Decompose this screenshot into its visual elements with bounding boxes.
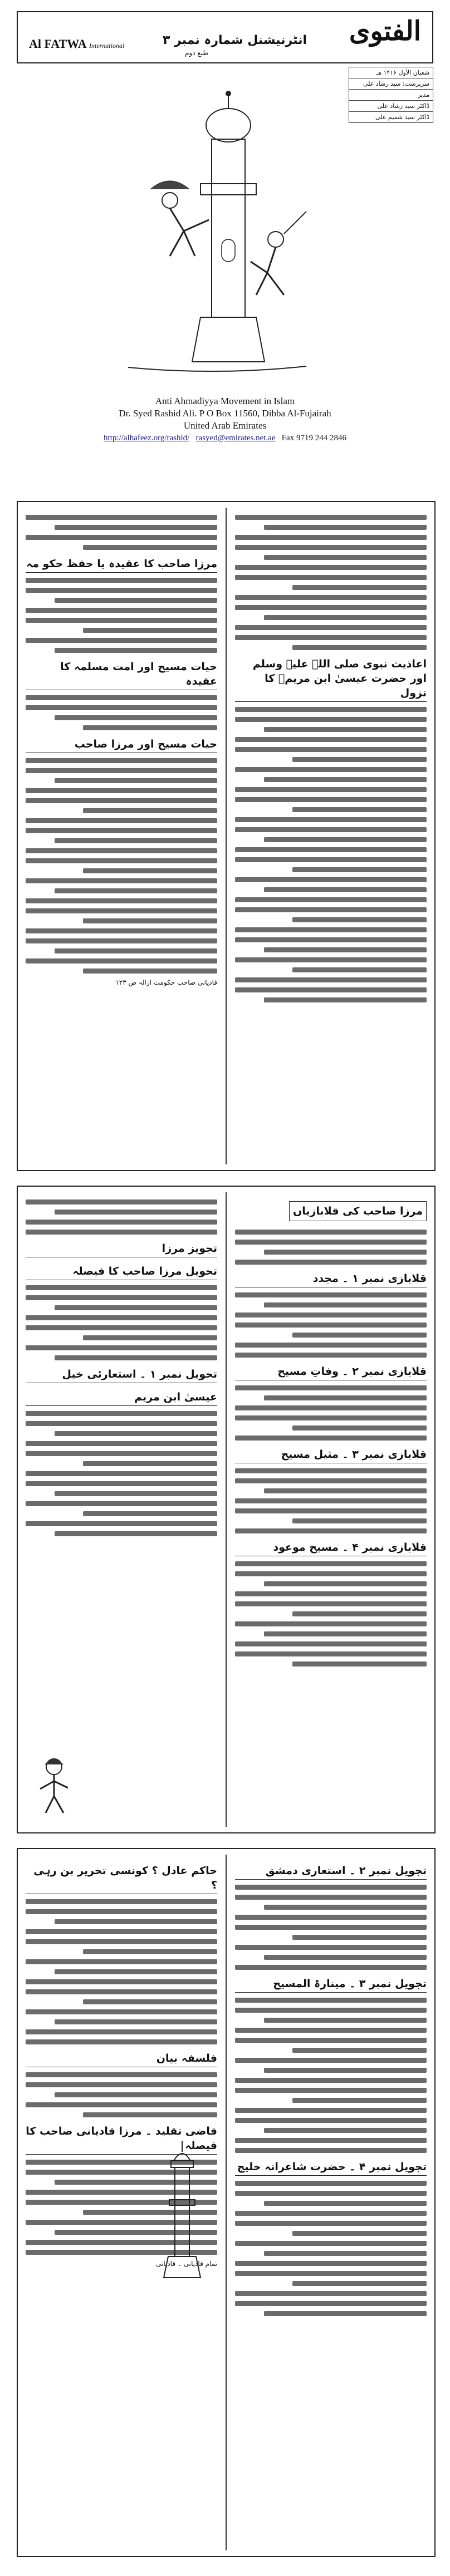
text-line bbox=[26, 2039, 217, 2044]
text-line bbox=[26, 1295, 217, 1300]
text-line bbox=[26, 1959, 217, 1964]
section-heading: حاکم عادل ؟ کونسی تحریر بن رہی ؟ bbox=[26, 1864, 217, 1894]
text-line bbox=[55, 1431, 217, 1436]
text-line bbox=[26, 1471, 217, 1476]
info-line-2: سرپرست: سید رشاد علی bbox=[349, 78, 433, 90]
text-line bbox=[26, 828, 217, 833]
text-line bbox=[235, 1925, 427, 1930]
text-line bbox=[235, 1468, 427, 1473]
text-line bbox=[235, 1945, 427, 1950]
column-divider bbox=[226, 1855, 227, 2550]
text-line bbox=[26, 1315, 217, 1320]
text-line bbox=[235, 2291, 427, 2296]
text-line bbox=[26, 798, 217, 803]
masthead-english-title-text: Al FATWA bbox=[29, 37, 86, 51]
text-line bbox=[264, 1250, 427, 1255]
info-box bbox=[349, 67, 433, 123]
text-line bbox=[264, 837, 427, 842]
text-line bbox=[83, 1511, 217, 1516]
text-line bbox=[26, 1441, 217, 1446]
text-line bbox=[235, 1571, 427, 1576]
text-line bbox=[264, 525, 427, 530]
text-line bbox=[83, 969, 217, 974]
section-heading: عیسیٰ ابن مریم bbox=[26, 1390, 217, 1406]
text-line bbox=[235, 1385, 427, 1390]
text-line bbox=[26, 1325, 217, 1330]
text-line bbox=[235, 2221, 427, 2226]
text-line bbox=[235, 515, 427, 520]
text-line bbox=[235, 1915, 427, 1920]
section-heading: مرزا صاحب کا عقیدہ یا حفظ حکو مہ bbox=[26, 557, 217, 573]
fax-number: Fax 9719 244 2846 bbox=[281, 434, 346, 443]
text-line bbox=[83, 1999, 217, 2004]
text-line bbox=[55, 1491, 217, 1496]
text-line bbox=[235, 987, 427, 992]
text-line bbox=[83, 918, 217, 923]
text-line bbox=[26, 1220, 217, 1225]
text-line bbox=[235, 2211, 427, 2216]
masthead bbox=[17, 11, 433, 63]
text-line bbox=[235, 2241, 427, 2246]
text-line bbox=[235, 847, 427, 852]
text-line bbox=[55, 1531, 217, 1536]
text-line bbox=[55, 1210, 217, 1215]
right-column bbox=[235, 1857, 427, 2321]
text-line bbox=[264, 727, 427, 732]
text-line bbox=[235, 2181, 427, 2186]
text-line bbox=[26, 618, 217, 623]
text-line bbox=[26, 758, 217, 763]
text-line bbox=[235, 957, 427, 962]
email-link[interactable]: rasyed@emirates.net.ae bbox=[195, 434, 276, 443]
text-line bbox=[83, 545, 217, 550]
text-line bbox=[264, 947, 427, 952]
text-line bbox=[235, 937, 427, 942]
text-line bbox=[235, 2038, 427, 2043]
text-line bbox=[235, 717, 427, 722]
text-line bbox=[235, 2078, 427, 2083]
section-heading: تجویز مرزا bbox=[26, 1241, 217, 1257]
text-line bbox=[235, 747, 427, 752]
text-line bbox=[264, 2128, 427, 2133]
text-line bbox=[26, 608, 217, 613]
text-line bbox=[26, 695, 217, 700]
text-line bbox=[235, 2058, 427, 2063]
text-line bbox=[235, 1965, 427, 1970]
text-line bbox=[235, 1498, 427, 1503]
text-line bbox=[235, 625, 427, 630]
text-line bbox=[235, 1641, 427, 1646]
text-line bbox=[235, 1436, 427, 1441]
text-line bbox=[26, 2009, 217, 2014]
minaret-cartoon-illustration bbox=[117, 72, 317, 384]
cartoon-figure-illustration bbox=[29, 1754, 79, 1816]
masthead-english-suffix: International bbox=[89, 42, 125, 50]
text-line bbox=[235, 907, 427, 912]
text-line bbox=[26, 898, 217, 903]
section-heading: قلابازی نمبر ۱ ۔ مجدد bbox=[235, 1271, 427, 1287]
text-line bbox=[264, 777, 427, 782]
text-line bbox=[292, 1333, 427, 1338]
text-line bbox=[235, 2118, 427, 2123]
text-line bbox=[55, 2092, 217, 2097]
text-line bbox=[26, 1909, 217, 1914]
text-line bbox=[83, 725, 217, 730]
text-line bbox=[26, 1285, 217, 1290]
text-line bbox=[26, 1929, 217, 1934]
text-line bbox=[26, 2082, 217, 2087]
text-line bbox=[264, 2201, 427, 2206]
text-line bbox=[26, 928, 217, 933]
column-divider bbox=[226, 1192, 227, 1827]
text-line bbox=[235, 2108, 427, 2113]
text-line bbox=[235, 535, 427, 540]
text-line bbox=[55, 2019, 217, 2024]
text-line bbox=[235, 797, 427, 802]
text-line bbox=[235, 1415, 427, 1420]
caption-line-1: Anti Ahmadiyya Movement in Islam bbox=[155, 396, 295, 406]
text-line bbox=[83, 628, 217, 633]
page-3 bbox=[17, 1186, 436, 1833]
text-line bbox=[235, 1478, 427, 1483]
text-line bbox=[26, 1501, 217, 1506]
text-line bbox=[55, 1919, 217, 1924]
text-line bbox=[235, 2028, 427, 2033]
text-line bbox=[264, 555, 427, 560]
left-column bbox=[26, 1194, 217, 1541]
info-line-1: شعبان الأول ۱۴۱۶ هـ bbox=[349, 67, 433, 78]
text-line bbox=[264, 1905, 427, 1910]
text-line bbox=[235, 1508, 427, 1513]
text-line bbox=[235, 595, 427, 600]
text-line bbox=[235, 2148, 427, 2153]
page-2 bbox=[17, 501, 436, 1171]
text-line bbox=[264, 2068, 427, 2073]
text-line bbox=[26, 1421, 217, 1426]
text-line bbox=[235, 1405, 427, 1410]
text-line bbox=[235, 977, 427, 982]
text-line bbox=[264, 2251, 427, 2256]
text-line bbox=[26, 1230, 217, 1235]
website-link[interactable]: http://alhafeez.org/rashid/ bbox=[104, 434, 190, 443]
text-line bbox=[235, 787, 427, 792]
text-line bbox=[292, 867, 427, 872]
text-line bbox=[83, 2112, 217, 2117]
text-line bbox=[235, 827, 427, 832]
text-line bbox=[292, 2281, 427, 2286]
section-heading: قاضی تقلید ۔ مرزا قادیانی صاحب کا فیصلہ bbox=[26, 2124, 217, 2155]
info-line-5: ڈاکٹر سید شمیم علی bbox=[375, 114, 429, 121]
text-line bbox=[26, 1451, 217, 1456]
text-line bbox=[55, 778, 217, 783]
text-line bbox=[264, 2311, 427, 2316]
text-line bbox=[235, 1895, 427, 1900]
text-line bbox=[235, 1353, 427, 1358]
section-heading: قلابازی نمبر ۴ ۔ مسیح موعود bbox=[235, 1540, 427, 1556]
text-line bbox=[55, 888, 217, 893]
section-heading: اعاذیث نبوی صلی اللہ علیہ وسلم اور حضرت عیسیٰ ابن مریمؑ کا نزول bbox=[235, 657, 427, 702]
text-line bbox=[26, 578, 217, 583]
section-heading: قلابازی نمبر ۳ ۔ مثیل مسیح bbox=[235, 1447, 427, 1463]
page-4 bbox=[17, 1848, 436, 2557]
text-line bbox=[26, 535, 217, 540]
text-line bbox=[235, 737, 427, 742]
masthead-arabic-title: الفتوى bbox=[349, 16, 421, 47]
text-line bbox=[26, 1411, 217, 1416]
text-line bbox=[235, 2261, 427, 2266]
text-line bbox=[235, 1292, 427, 1297]
text-line bbox=[26, 858, 217, 863]
text-line bbox=[26, 1899, 217, 1904]
text-line bbox=[235, 1230, 427, 1235]
text-line bbox=[26, 705, 217, 710]
text-line bbox=[292, 1425, 427, 1430]
text-line bbox=[235, 565, 427, 570]
text-line bbox=[83, 868, 217, 873]
text-line bbox=[55, 948, 217, 953]
text-line bbox=[26, 848, 217, 853]
text-line bbox=[26, 958, 217, 963]
text-line bbox=[26, 1345, 217, 1350]
text-line bbox=[235, 2008, 427, 2013]
text-line bbox=[264, 1488, 427, 1493]
text-line bbox=[264, 615, 427, 620]
text-line bbox=[292, 807, 427, 812]
caption-line-4 bbox=[17, 432, 433, 444]
section-heading: حیات مسیح اور امت مسلمہ کا عقیدہ bbox=[26, 660, 217, 690]
caption-line-2: Dr. Syed Rashid Ali. P O Box 11560, Dibba Al-Fujairah bbox=[119, 408, 331, 419]
text-line bbox=[55, 648, 217, 653]
text-line bbox=[292, 2048, 427, 2053]
right-column bbox=[235, 510, 427, 1007]
text-line bbox=[264, 2018, 427, 2023]
text-line bbox=[235, 707, 427, 712]
text-line bbox=[235, 575, 427, 580]
text-line bbox=[235, 2138, 427, 2143]
text-line bbox=[264, 997, 427, 1002]
text-line bbox=[235, 1601, 427, 1606]
text-line bbox=[292, 967, 427, 972]
text-line bbox=[235, 927, 427, 932]
text-line bbox=[26, 878, 217, 883]
right-column bbox=[235, 1194, 427, 1672]
text-line bbox=[292, 1661, 427, 1666]
left-column bbox=[26, 510, 217, 986]
masthead-english-title bbox=[29, 37, 124, 51]
text-line bbox=[55, 525, 217, 530]
text-line bbox=[55, 598, 217, 603]
text-line bbox=[235, 1591, 427, 1596]
text-line bbox=[55, 1969, 217, 1974]
info-line-3: مدیر bbox=[349, 90, 433, 101]
text-line bbox=[235, 1323, 427, 1328]
caption-line-3: United Arab Emirates bbox=[183, 420, 267, 431]
text-line bbox=[55, 838, 217, 843]
text-line bbox=[264, 887, 427, 892]
text-line bbox=[292, 1935, 427, 1940]
text-line bbox=[26, 1939, 217, 1944]
text-line bbox=[235, 767, 427, 772]
text-line bbox=[26, 588, 217, 593]
text-line bbox=[264, 1581, 427, 1586]
text-line bbox=[26, 2102, 217, 2107]
section-heading: تجویل نمبر ۴ ۔ حضرت شاعرانہ خلیج bbox=[235, 2160, 427, 2176]
text-line bbox=[83, 1335, 217, 1340]
text-line bbox=[292, 2098, 427, 2103]
text-line bbox=[26, 1481, 217, 1486]
section-heading: مرزا صاحب کی قلابازیاں bbox=[289, 1201, 427, 1221]
text-line bbox=[235, 635, 427, 640]
text-line bbox=[235, 857, 427, 862]
text-line bbox=[292, 1611, 427, 1616]
text-line bbox=[264, 1395, 427, 1400]
text-line bbox=[235, 2271, 427, 2276]
edition-label: طبع دوم bbox=[185, 49, 208, 57]
text-line bbox=[235, 1343, 427, 1348]
text-line bbox=[292, 757, 427, 762]
text-line bbox=[26, 938, 217, 943]
text-line bbox=[26, 1521, 217, 1526]
text-line bbox=[55, 715, 217, 720]
text-line bbox=[264, 1955, 427, 1960]
text-line bbox=[235, 1240, 427, 1245]
text-line bbox=[235, 897, 427, 902]
text-line bbox=[235, 545, 427, 550]
text-line bbox=[292, 917, 427, 922]
text-line bbox=[235, 1651, 427, 1656]
section-heading: تجویل نمبر ۳ ۔ مینارۃ المسیح bbox=[235, 1977, 427, 1993]
text-line bbox=[26, 1199, 217, 1205]
text-line bbox=[26, 638, 217, 643]
info-line-4: ڈاکٹر سید رشاد علی bbox=[349, 101, 433, 112]
text-line bbox=[26, 2029, 217, 2034]
text-line bbox=[55, 1355, 217, 1360]
signoff: قادیانی صاحب حکومت ازالہ ص ۱۲۳ bbox=[115, 979, 217, 986]
cover-page bbox=[17, 11, 433, 490]
minaret-illustration bbox=[157, 2139, 207, 2283]
text-line bbox=[83, 808, 217, 813]
text-line bbox=[264, 1631, 427, 1636]
text-line bbox=[26, 818, 217, 823]
section-heading: تحویل مرزا صاحب کا فیصلہ bbox=[26, 1264, 217, 1280]
text-line bbox=[235, 1260, 427, 1265]
text-line bbox=[26, 2072, 217, 2077]
section-heading: فلسفہ بیان bbox=[26, 2051, 217, 2067]
text-line bbox=[235, 1998, 427, 2003]
text-line bbox=[26, 768, 217, 773]
text-line bbox=[292, 2231, 427, 2236]
text-line bbox=[235, 1621, 427, 1626]
text-line bbox=[83, 1949, 217, 1954]
text-line bbox=[235, 1885, 427, 1890]
text-line bbox=[26, 1989, 217, 1994]
text-line bbox=[235, 1312, 427, 1318]
cover-caption bbox=[17, 395, 433, 444]
section-heading: قلابازی نمبر ۲ ۔ وفاتِ مسیح bbox=[235, 1364, 427, 1380]
text-line bbox=[235, 1561, 427, 1566]
section-heading: تحویل نمبر ۱ ۔ استعارئی خیل bbox=[26, 1367, 217, 1383]
text-line bbox=[235, 877, 427, 882]
text-line bbox=[26, 908, 217, 913]
section-heading: تجویل نمبر ۲ ۔ استعاری دمشق bbox=[235, 1864, 427, 1880]
text-line bbox=[235, 1528, 427, 1533]
text-line bbox=[235, 2191, 427, 2196]
text-line bbox=[26, 515, 217, 520]
text-line bbox=[235, 2088, 427, 2093]
column-divider bbox=[226, 508, 227, 1164]
text-line bbox=[292, 585, 427, 590]
issue-number: انٹرنیشنل شمارہ نمبر ۳ bbox=[163, 33, 307, 47]
text-line bbox=[26, 1979, 217, 1984]
text-line bbox=[292, 1518, 427, 1523]
text-line bbox=[26, 788, 217, 793]
text-line bbox=[235, 2301, 427, 2306]
text-line bbox=[83, 1461, 217, 1466]
text-line bbox=[55, 1305, 217, 1310]
text-line bbox=[292, 645, 427, 650]
section-heading: حیات مسیح اور مرزا صاحب bbox=[26, 737, 217, 753]
text-line bbox=[264, 1302, 427, 1307]
text-line bbox=[235, 817, 427, 822]
text-line bbox=[235, 605, 427, 610]
signoff: تمام قادیانی ۔ قادیانی bbox=[156, 2260, 217, 2268]
